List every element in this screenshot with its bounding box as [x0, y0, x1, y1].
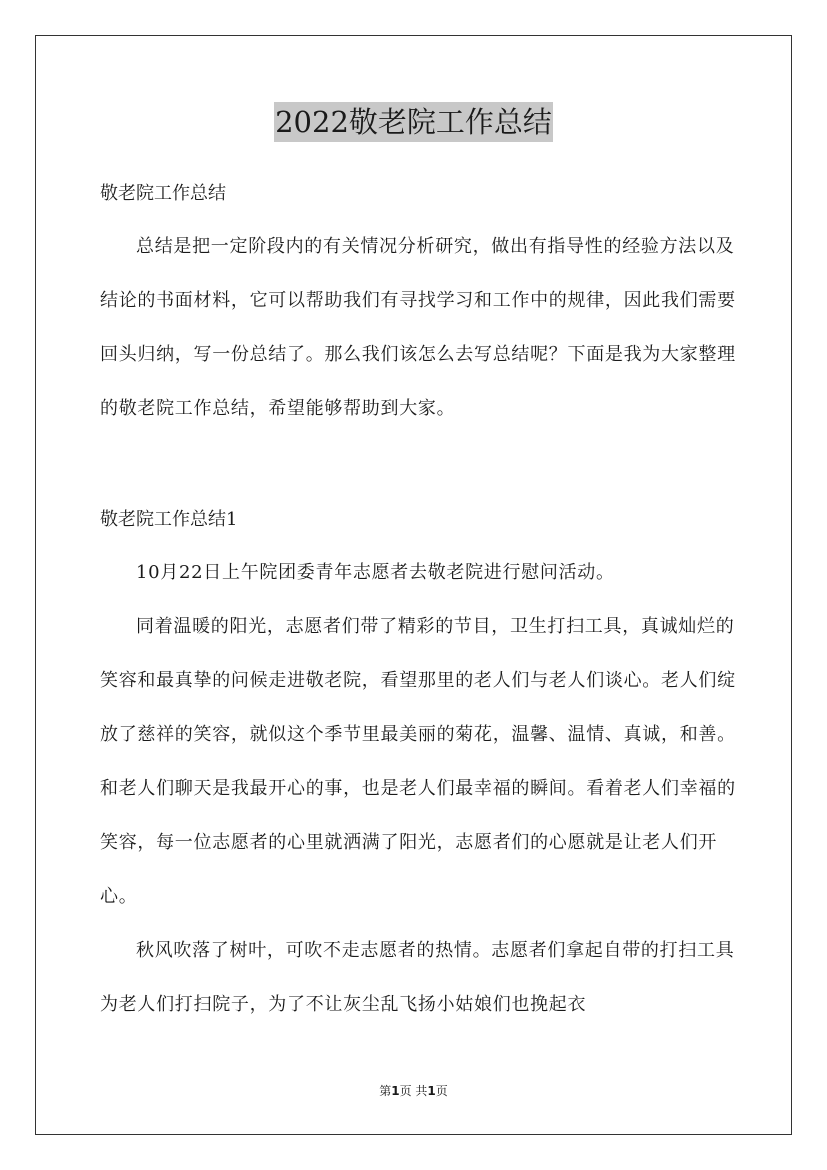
footer-page-number: 1 [391, 1084, 400, 1098]
intro-paragraph: 总结是把一定阶段内的有关情况分析研究，做出有指导性的经验方法以及结论的书面材料，它可以帮助我们有寻找学习和工作中的规律，因此我们需要回头归纳，写一份总结了。那么我们该怎么去写总结呢？下面是我为大家整理的敬老院工作总结，希望能够帮助到大家。 [100, 236, 736, 419]
footer-page-total: 1 [427, 1084, 436, 1098]
footer-prefix: 第 [379, 1084, 392, 1098]
footer-mid: 页 共 [399, 1084, 428, 1098]
section-heading: 敬老院工作总结 [100, 183, 226, 204]
page-footer [0, 1083, 827, 1099]
body-paragraph-2: 同着温暖的阳光，志愿者们带了精彩的节目，卫生打扫工具，真诚灿烂的笑容和最真挚的问候走进敬老院，看望那里的老人们与老人们谈心。老人们绽放了慈祥的笑容，就似这个季节里最美丽的菊花，温馨、温情、真诚，和善。和老人们聊天是我最开心的事，也是老人们最幸福的瞬间。看着老人们幸福的笑容，每一位志愿者的心里就洒满了阳光，志愿者们的心愿就是让老人们开心。 [100, 616, 736, 907]
body-paragraph-1: 10月22日上午院团委青年志愿者去敬老院进行慰问活动。 [136, 562, 615, 583]
body-paragraph-3: 秋风吹落了树叶，可吹不走志愿者的热情。志愿者们拿起自带的打扫工具为老人们打扫院子，为了不让灰尘乱飞扬小姑娘们也挽起衣 [100, 940, 735, 1015]
document-title: 2022敬老院工作总结 [274, 102, 553, 142]
section-heading-1: 敬老院工作总结1 [100, 509, 238, 530]
footer-suffix: 页 [435, 1084, 448, 1098]
title-container [0, 102, 827, 142]
